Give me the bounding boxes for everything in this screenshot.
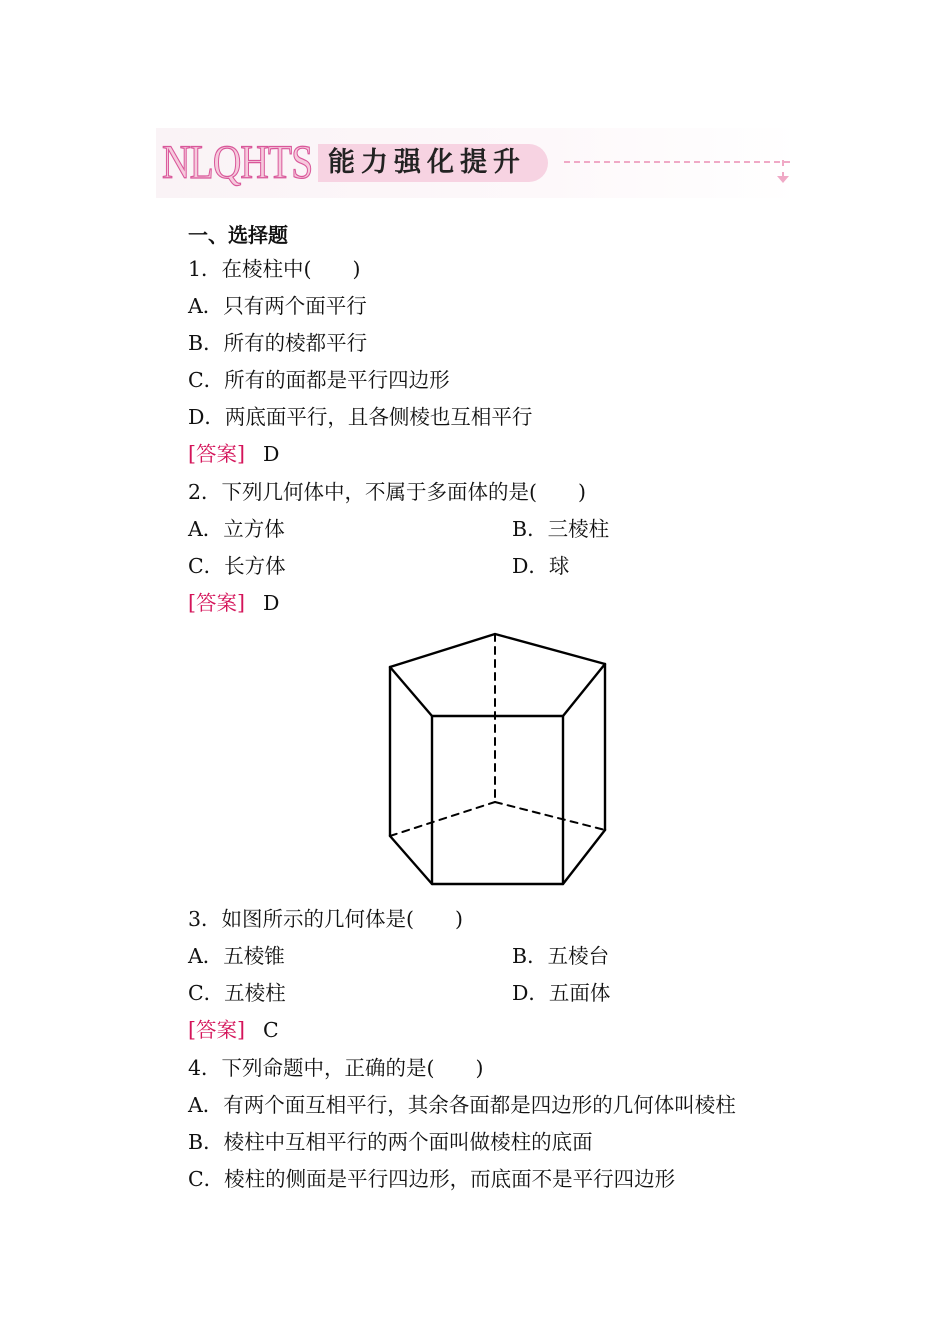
question-2-option-b: B．三棱柱 [512,517,610,541]
question-3-option-d: D．五面体 [512,981,611,1005]
question-3-answer [188,1015,279,1045]
banner-logo: NLQHTS [162,136,313,189]
answer-value: D [263,591,280,615]
question-3-stem: 3．如图所示的几何体是( ) [188,907,464,931]
question-4-option-b: B．棱柱中互相平行的两个面叫做棱柱的底面 [188,1130,593,1154]
section-title: 一、选择题 [188,223,288,247]
prism-bottom-front-edges [390,830,605,884]
question-2-option-a: A．立方体 [188,517,285,541]
prism-top-face [390,634,605,716]
question-4-option-c: C．棱柱的侧面是平行四边形，而底面不是平行四边形 [188,1167,676,1191]
prism-hidden-edge-bottom-right [495,802,605,830]
question-1-stem: 1．在棱柱中( ) [188,257,361,281]
answer-label: [答案] [188,591,245,615]
question-4-stem: 4．下列命题中，正确的是( ) [188,1056,484,1080]
banner-title: 能力强化提升 [318,144,548,182]
answer-value: C [263,1018,279,1042]
answer-value: D [263,442,280,466]
answer-label: [答案] [188,442,245,466]
question-2-option-d: D．球 [512,554,570,578]
question-1-option-b: B．所有的棱都平行 [188,331,368,355]
answer-label: [答案] [188,1018,245,1042]
question-1-option-a: A．只有两个面平行 [188,294,367,318]
question-2-stem: 2．下列几何体中，不属于多面体的是( ) [188,480,587,504]
question-3-option-a: A．五棱锥 [188,944,285,968]
question-1-option-c: C．所有的面都是平行四边形 [188,368,450,392]
question-1-option-d: D．两底面平行，且各侧棱也互相平行 [188,405,533,429]
question-3-option-b: B．五棱台 [512,944,610,968]
question-4-option-a: A．有两个面互相平行，其余各面都是四边形的几何体叫棱柱 [188,1093,736,1117]
question-3-option-c: C．五棱柱 [188,981,286,1005]
question-2-option-c: C．长方体 [188,554,286,578]
prism-hidden-edge-bottom-left [390,802,495,836]
